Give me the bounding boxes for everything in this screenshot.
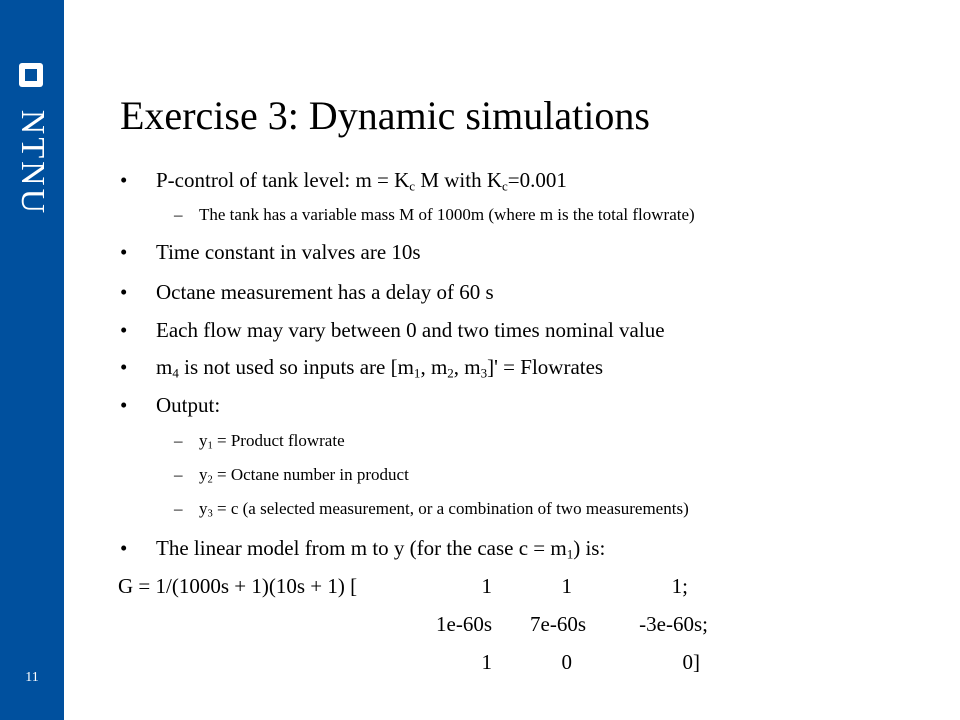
ntnu-logo-icon [18, 62, 44, 88]
bullet-text: Each flow may vary between 0 and two times nominal value [156, 318, 665, 342]
sub-bullet-text: $y_3 = c$ (a selected measurement, or a combination of two measurements) [199, 499, 689, 520]
bullet-icon: • [120, 280, 128, 304]
matrix-cell: 0] [682, 650, 700, 674]
ntnu-wordmark: NTNU [14, 109, 51, 216]
matrix-cell: 7e-60s [530, 612, 586, 636]
dash-icon: – [174, 205, 183, 224]
matrix-cell: -3e-60s; [639, 612, 708, 636]
bullet-icon: • [120, 355, 128, 379]
sub-bullet-text: The tank has a variable mass M of 1000m (where m is the total flowrate) [199, 205, 695, 224]
bullet-icon: • [120, 318, 128, 342]
bullet-text: The linear model from m to y (for the case $c = m_1$) is: [156, 536, 606, 562]
dash-icon: – [174, 499, 183, 518]
sidebar [0, 0, 64, 720]
dash-icon: – [174, 465, 183, 484]
slide-title: Exercise 3: Dynamic simulations [120, 93, 650, 138]
bullet-text: $m_4$ is not used so inputs are [$m_1$, $m_2$, $m_3]'$ = Flowrates [156, 355, 604, 381]
bullet-icon: • [120, 393, 128, 417]
bullet-text: Octane measurement has a delay of 60 s [156, 280, 494, 304]
bullet-text: P-control of tank level: $m = K_c$ M with $K_c=0.001$ [156, 168, 567, 194]
bullet-text: Output: [156, 393, 221, 417]
matrix-cell: 1 [561, 574, 572, 598]
bullet-icon: • [120, 168, 128, 192]
sub-bullet-text: $y_1$ = Product flowrate [199, 431, 345, 452]
bullet-icon: • [120, 240, 128, 264]
matrix-cell: 1; [671, 574, 688, 598]
matrix-cell: 1 [481, 574, 492, 598]
model-equation-prefix: G = 1/(1000s + 1)(10s + 1) [ [118, 574, 358, 598]
sub-bullet-text: $y_2 = Octane$ number in product [199, 465, 409, 486]
bullet-text: Time constant in valves are 10s [156, 240, 421, 264]
bullet-icon: • [120, 536, 128, 560]
matrix-cell: 0 [561, 650, 572, 674]
dash-icon: – [174, 431, 183, 450]
matrix-cell: 1 [481, 650, 492, 674]
matrix-cell: 1e-60s [436, 612, 492, 636]
page-number: 11 [25, 670, 39, 685]
